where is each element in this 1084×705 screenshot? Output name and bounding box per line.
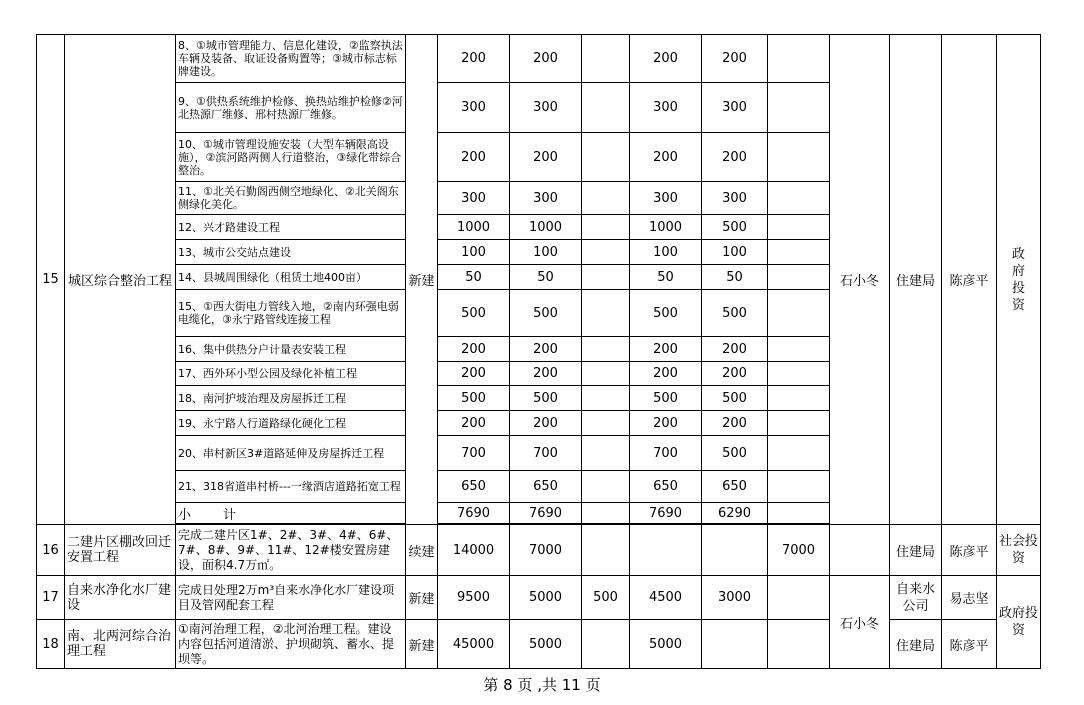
subtotal-value: 7690 bbox=[630, 503, 702, 524]
value-cell: 14000 bbox=[438, 525, 510, 576]
construction-type: 续建 bbox=[406, 525, 438, 576]
value-cell: 200 bbox=[438, 411, 510, 436]
value-cell bbox=[582, 436, 630, 471]
value-cell bbox=[768, 182, 830, 215]
value-cell bbox=[582, 215, 630, 240]
funding-source-cell: 政府投资 bbox=[997, 35, 1041, 525]
value-cell: 1000 bbox=[630, 215, 702, 240]
value-cell: 500 bbox=[510, 290, 582, 337]
value-cell: 7000 bbox=[768, 525, 830, 576]
value-cell: 200 bbox=[438, 133, 510, 182]
project-number: 15 bbox=[37, 35, 65, 525]
funding-source-cell: 社会投资 bbox=[997, 525, 1041, 576]
item-description: 15、①西大街电力管线入地，②南内环强电弱电缆化，③永宁路管线连接工程 bbox=[176, 290, 406, 337]
project-description: ①南河治理工程，②北河治理工程。建设内容包括河道清淤、护坝砌筑、蓄水、提坝等。 bbox=[176, 620, 406, 669]
department-cell: 住建局 bbox=[890, 525, 942, 576]
item-description: 12、兴才路建设工程 bbox=[176, 215, 406, 240]
value-cell: 100 bbox=[438, 240, 510, 265]
value-cell: 100 bbox=[630, 240, 702, 265]
project-name: 自来水净化水厂建设 bbox=[65, 576, 176, 620]
item-description: 20、串村新区3#道路延伸及房屋拆迁工程 bbox=[176, 436, 406, 471]
value-cell: 500 bbox=[702, 436, 768, 471]
subtotal-value: 7690 bbox=[510, 503, 582, 524]
value-cell: 200 bbox=[438, 362, 510, 386]
value-cell: 200 bbox=[630, 411, 702, 436]
project-description: 完成二建片区1#、2#、3#、4#、6#、7#、8#、9#、11#、12#楼安置房建设，面积4.7万㎡。 bbox=[176, 525, 406, 576]
value-cell: 500 bbox=[438, 386, 510, 411]
value-cell: 7000 bbox=[510, 525, 582, 576]
value-cell: 200 bbox=[438, 35, 510, 83]
item-description: 13、城市公交站点建设 bbox=[176, 240, 406, 265]
value-cell: 300 bbox=[702, 182, 768, 215]
value-cell: 300 bbox=[702, 83, 768, 133]
value-cell: 650 bbox=[510, 471, 582, 503]
project-description: 完成日处理2万m³自来水净化水厂建设项目及管网配套工程 bbox=[176, 576, 406, 620]
value-cell: 500 bbox=[510, 386, 582, 411]
subtotal-value bbox=[768, 503, 830, 524]
value-cell bbox=[768, 362, 830, 386]
value-cell: 200 bbox=[510, 362, 582, 386]
value-cell bbox=[768, 35, 830, 83]
value-cell: 700 bbox=[510, 436, 582, 471]
value-cell bbox=[768, 337, 830, 362]
value-cell: 300 bbox=[438, 182, 510, 215]
leader-cell: 石小冬 bbox=[830, 576, 890, 669]
responsible-person-cell: 易志坚 bbox=[942, 576, 997, 620]
value-cell: 500 bbox=[702, 215, 768, 240]
project-table bbox=[36, 34, 1041, 669]
value-cell: 1000 bbox=[510, 215, 582, 240]
value-cell bbox=[768, 133, 830, 182]
value-cell: 200 bbox=[702, 362, 768, 386]
value-cell: 500 bbox=[630, 290, 702, 337]
department-cell: 住建局 bbox=[890, 620, 942, 669]
value-cell bbox=[582, 35, 630, 83]
value-cell: 5000 bbox=[630, 620, 702, 669]
value-cell: 300 bbox=[510, 83, 582, 133]
value-cell: 700 bbox=[630, 436, 702, 471]
value-cell bbox=[768, 471, 830, 503]
value-cell: 5000 bbox=[510, 576, 582, 620]
subtotal-label: 小 计 bbox=[176, 503, 406, 524]
value-cell: 500 bbox=[438, 290, 510, 337]
value-cell: 500 bbox=[582, 576, 630, 620]
construction-type: 新建 bbox=[406, 576, 438, 620]
value-cell: 45000 bbox=[438, 620, 510, 669]
value-cell: 200 bbox=[702, 133, 768, 182]
value-cell: 200 bbox=[702, 35, 768, 83]
value-cell bbox=[582, 411, 630, 436]
project-name: 二建片区棚改回迁安置工程 bbox=[65, 525, 176, 576]
construction-type: 新建 bbox=[406, 35, 438, 525]
value-cell bbox=[582, 265, 630, 290]
value-cell: 200 bbox=[510, 337, 582, 362]
value-cell bbox=[630, 525, 702, 576]
item-description: 18、南河护坡治理及房屋拆迁工程 bbox=[176, 386, 406, 411]
value-cell: 3000 bbox=[702, 576, 768, 620]
value-cell: 50 bbox=[510, 265, 582, 290]
page-footer: 第 8 页 ,共 11 页 bbox=[483, 676, 601, 694]
value-cell: 200 bbox=[630, 362, 702, 386]
construction-type: 新建 bbox=[406, 620, 438, 669]
value-cell bbox=[582, 240, 630, 265]
value-cell bbox=[768, 620, 830, 669]
value-cell: 200 bbox=[630, 133, 702, 182]
value-cell: 650 bbox=[702, 471, 768, 503]
value-cell: 50 bbox=[438, 265, 510, 290]
value-cell bbox=[582, 83, 630, 133]
value-cell bbox=[768, 83, 830, 133]
value-cell bbox=[582, 133, 630, 182]
value-cell: 1000 bbox=[438, 215, 510, 240]
value-cell bbox=[582, 386, 630, 411]
value-cell: 650 bbox=[630, 471, 702, 503]
value-cell: 9500 bbox=[438, 576, 510, 620]
item-description: 8、①城市管理能力、信息化建设，②监察执法车辆及装备、取证设备购置等；③城市标志标牌建设。 bbox=[176, 35, 406, 83]
value-cell bbox=[582, 620, 630, 669]
item-description: 19、永宁路人行道路绿化硬化工程 bbox=[176, 411, 406, 436]
responsible-person-cell: 陈彦平 bbox=[942, 620, 997, 669]
value-cell bbox=[702, 620, 768, 669]
item-description: 17、西外环小型公园及绿化补植工程 bbox=[176, 362, 406, 386]
project-name: 南、北两河综合治理工程 bbox=[65, 620, 176, 669]
value-cell: 300 bbox=[438, 83, 510, 133]
value-cell bbox=[582, 362, 630, 386]
item-description: 10、①城市管理设施安装（大型车辆限高设施），②滨河路两侧人行道整治，③绿化带综合整治。 bbox=[176, 133, 406, 182]
value-cell bbox=[768, 290, 830, 337]
responsible-person-cell: 陈彦平 bbox=[942, 525, 997, 576]
value-cell bbox=[768, 240, 830, 265]
value-cell: 300 bbox=[630, 182, 702, 215]
item-description: 21、318省道串村桥---一缘酒店道路拓宽工程 bbox=[176, 471, 406, 503]
value-cell: 200 bbox=[702, 337, 768, 362]
subtotal-value bbox=[582, 503, 630, 524]
value-cell bbox=[582, 337, 630, 362]
value-cell: 100 bbox=[510, 240, 582, 265]
value-cell bbox=[768, 215, 830, 240]
item-description: 11、①北关石勤阁西侧空地绿化、②北关阁东侧绿化美化。 bbox=[176, 182, 406, 215]
value-cell: 5000 bbox=[510, 620, 582, 669]
subtotal-value: 6290 bbox=[702, 503, 768, 524]
project-number: 17 bbox=[37, 576, 65, 620]
project-number: 16 bbox=[37, 525, 65, 576]
item-description: 9、①供热系统维护检修、换热站维护检修②河北热源厂维修、邢村热源厂维修。 bbox=[176, 83, 406, 133]
value-cell: 650 bbox=[438, 471, 510, 503]
subtotal-value: 7690 bbox=[438, 503, 510, 524]
department-cell: 自来水公司 bbox=[890, 576, 942, 620]
value-cell: 700 bbox=[438, 436, 510, 471]
leader-cell: 石小冬 bbox=[830, 35, 890, 525]
project-name: 城区综合整治工程 bbox=[65, 35, 176, 525]
value-cell bbox=[768, 576, 830, 620]
value-cell: 200 bbox=[510, 411, 582, 436]
project-number: 18 bbox=[37, 620, 65, 669]
value-cell: 50 bbox=[702, 265, 768, 290]
value-cell: 300 bbox=[630, 83, 702, 133]
value-cell: 200 bbox=[630, 337, 702, 362]
item-description: 14、县城周围绿化（租赁土地400亩） bbox=[176, 265, 406, 290]
department-cell: 住建局 bbox=[890, 35, 942, 525]
value-cell bbox=[702, 525, 768, 576]
responsible-person-cell: 陈彦平 bbox=[942, 35, 997, 525]
value-cell bbox=[768, 265, 830, 290]
value-cell bbox=[768, 436, 830, 471]
value-cell bbox=[582, 182, 630, 215]
value-cell: 500 bbox=[702, 386, 768, 411]
value-cell: 200 bbox=[702, 411, 768, 436]
item-description: 16、集中供热分户计量表安装工程 bbox=[176, 337, 406, 362]
value-cell bbox=[768, 386, 830, 411]
leader-cell bbox=[830, 525, 890, 576]
value-cell: 200 bbox=[630, 35, 702, 83]
value-cell: 200 bbox=[510, 35, 582, 83]
value-cell: 300 bbox=[510, 182, 582, 215]
value-cell: 200 bbox=[510, 133, 582, 182]
value-cell bbox=[582, 290, 630, 337]
value-cell: 50 bbox=[630, 265, 702, 290]
value-cell: 500 bbox=[702, 290, 768, 337]
funding-source-cell: 政府投资 bbox=[997, 576, 1041, 669]
value-cell: 100 bbox=[702, 240, 768, 265]
value-cell: 500 bbox=[630, 386, 702, 411]
value-cell bbox=[582, 471, 630, 503]
value-cell: 200 bbox=[438, 337, 510, 362]
value-cell bbox=[582, 525, 630, 576]
value-cell bbox=[768, 411, 830, 436]
value-cell: 4500 bbox=[630, 576, 702, 620]
